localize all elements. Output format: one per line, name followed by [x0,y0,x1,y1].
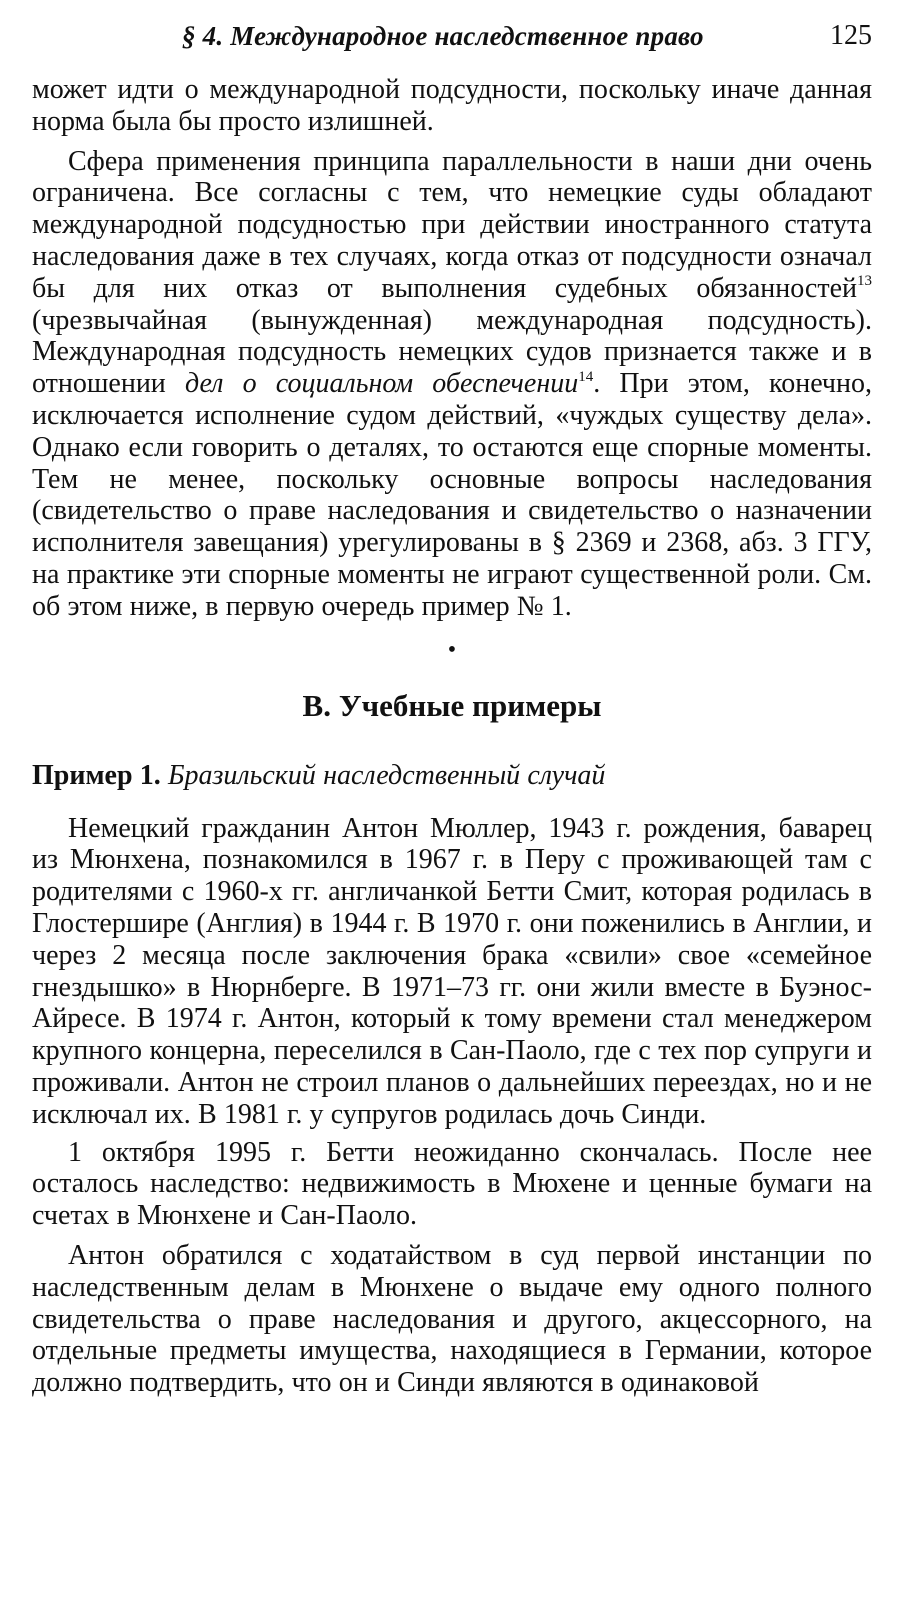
running-head [32,18,872,54]
parallel-principle-paragraph [32,146,872,623]
example-paragraph: Антон обратился с ходатайством в суд первой инстанции по наследственным делам в Мюнхене о выдаче ему одного полного свидетельства о праве наследования и другого, акцессорного, на отдельные предметы имущества, находящиеся в Германии, которое должно подтвердить, что он и Синди являются в одинаковой [32,1239,872,1399]
example-title: Бразильский наследственный случай [167,759,606,791]
example-paragraph: Немецкий гражданин Антон Мюллер, 1943 г. рождения, баварец из Мюнхена, познакомился в 1967 г. в Перу с проживающей там с родителями с 1960-х гг. англичанкой Бетти Смит, которая родилась в Глостершире (Англия) в 1944 г. В 1970 г. они поженились в Англии, и через 2 месяца после заключения брака «свили» свое «семейное гнездышко» в Нюрнберге. В 1971–73 гг. они жили вместе в Буэнос-Айресе. В 1974 г. Антон, который к тому времени стал менеджером крупного концерна, переселился в Сан-Паоло, где с тех пор супруги и проживали. Антон не строил планов о дальнейших переездах, но и не исключал их. В 1981 г. у супругов родилась дочь Синди. [32,812,872,1130]
example-heading [32,759,872,793]
book-page [32,18,872,1399]
italic-phrase: дел о социальном обеспечении [184,368,579,400]
paragraph-text-part: (чрезвычайная (вынужденная) международная подсудность). Международная подсудность немецких судов признается также и в отношении [32,304,872,400]
example-text [32,813,872,1399]
section-separator: • [447,636,457,663]
section-title: B. Учебные примеры [302,687,602,723]
main-text [32,74,872,1399]
paragraph-text-part: Сфера применения принципа параллельности в наши дни очень ограничена. Все согласны с тем, что немецкие суды обладают международной подсудностью при действии иностранного статута наследования даже в тех случаях, когда отказ от подсудности означал бы для них отказ от выполнения судебных обязанностей [32,145,872,304]
footnote-marker-14: 14 [578,368,594,385]
running-head-title: § 4. Международное наследственное право [182,21,704,51]
paragraph-text-part: . При этом, конечно, исключается исполнение судом действий, «чуждых существу дела». Однако если говорить о деталях, то остаются еще спорные моменты. Тем не менее, поскольку основные вопросы наследования (свидетельство о праве наследования и свидетельство о назначении исполнителя завещания) урегулированы в § 2369 и 2368, абз. 3 ГГУ, на практике эти спорные моменты не играют существенной роли. См. об этом ниже, в первую очередь пример № 1. [32,368,873,622]
example-paragraph: 1 октября 1995 г. Бетти неожиданно скончалась. После нее осталось наследство: недвижимость в Мюхене и ценные бумаги на счетах в Мюнхене и Сан-Паоло. [32,1136,872,1232]
continued-paragraph: может идти о международной подсудности, поскольку иначе данная норма была бы просто излишней. [32,74,872,137]
example-label: Пример 1. [32,759,161,791]
footnote-marker-13: 13 [857,273,872,290]
page-number: 125 [830,20,872,51]
